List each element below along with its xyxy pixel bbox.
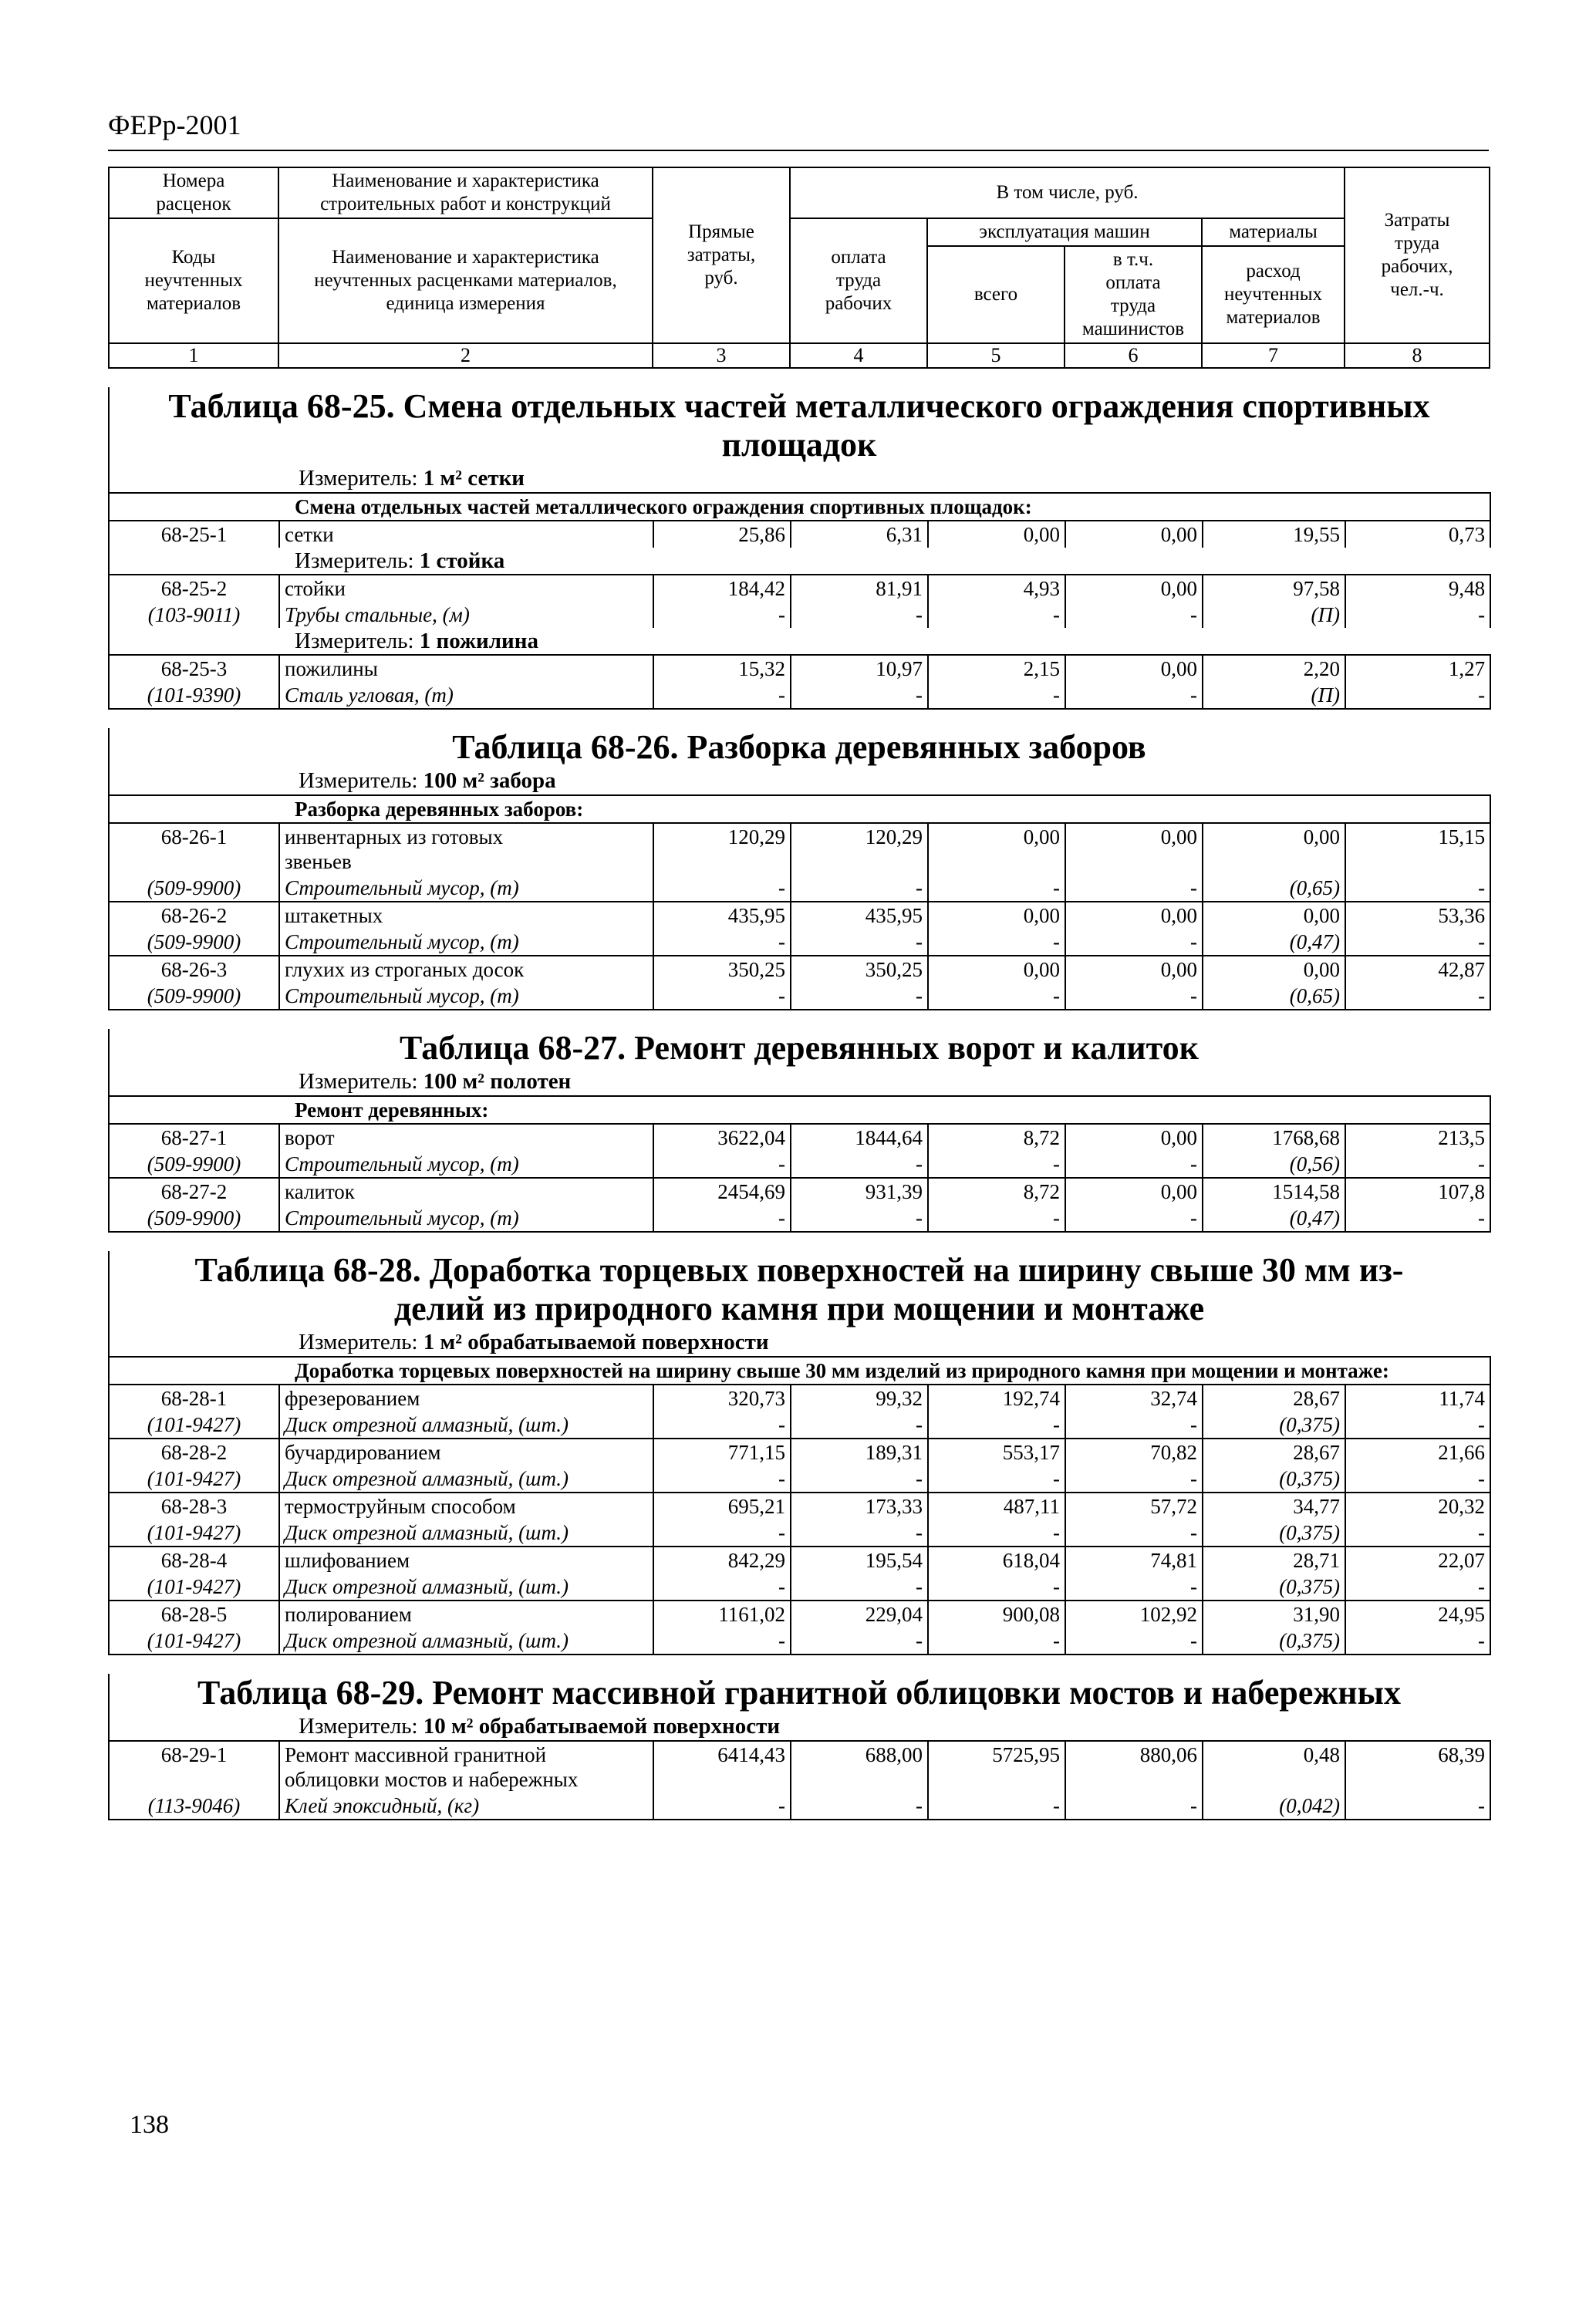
material-value: (0,56) [1203, 1151, 1345, 1178]
work-name: глухих из строганых досок [279, 956, 653, 983]
rate-value: 68,39 [1345, 1741, 1490, 1793]
rate-value: 4,93 [928, 575, 1065, 602]
col-num-3: 3 [653, 343, 790, 368]
material-value: - [928, 875, 1065, 902]
material-name: Диск отрезной алмазный, (шт.) [279, 1628, 653, 1655]
document-sheet [108, 108, 1489, 1820]
material-value: - [791, 1412, 928, 1439]
rate-row [110, 1178, 1490, 1205]
material-value: - [1345, 682, 1490, 709]
rate-code: 68-26-2 [110, 902, 279, 929]
material-value: - [1065, 602, 1203, 628]
material-value: - [791, 875, 928, 902]
rate-value: 8,72 [928, 1124, 1065, 1151]
rate-table-section [108, 1674, 1489, 1820]
rate-value: 880,06 [1065, 1741, 1203, 1793]
material-row [110, 983, 1490, 1010]
material-value: (0,375) [1203, 1520, 1345, 1547]
rate-value: 53,36 [1345, 902, 1490, 929]
material-value: - [653, 1793, 791, 1820]
material-value: - [928, 1520, 1065, 1547]
rate-value: 21,66 [1345, 1439, 1490, 1466]
rate-value: 120,29 [791, 823, 928, 875]
rate-value: 213,5 [1345, 1124, 1490, 1151]
header-machines-total: всего [927, 246, 1065, 343]
rate-value: 0,00 [1065, 823, 1203, 875]
row-measure: Измеритель: 1 пожилина [295, 629, 538, 653]
material-value: - [791, 1628, 928, 1655]
work-name: сетки [279, 521, 653, 548]
material-value: - [928, 682, 1065, 709]
rate-table-section [108, 387, 1489, 710]
rate-row [110, 1547, 1490, 1574]
rate-code: 68-26-3 [110, 956, 279, 983]
col-num-7: 7 [1202, 343, 1345, 368]
rate-value: 0,00 [1065, 575, 1203, 602]
rate-value: 6414,43 [653, 1741, 791, 1793]
rate-value: 0,00 [928, 823, 1065, 875]
material-value: - [791, 1520, 928, 1547]
material-value: - [928, 1466, 1065, 1493]
col-num-4: 4 [790, 343, 927, 368]
material-value: - [653, 602, 791, 628]
rate-code: 68-28-4 [110, 1547, 279, 1574]
rate-value: 0,00 [1203, 956, 1345, 983]
material-row [110, 875, 1490, 902]
material-value: - [1065, 1520, 1203, 1547]
rate-value: 0,48 [1203, 1741, 1345, 1793]
material-row [110, 1628, 1490, 1655]
rate-value: 28,67 [1203, 1439, 1345, 1466]
rate-value: 0,00 [1065, 521, 1203, 548]
material-value: (0,375) [1203, 1628, 1345, 1655]
header-machinist-wages: в т.ч. оплата труда машинистов [1065, 246, 1202, 343]
material-value: - [653, 1520, 791, 1547]
material-value: - [928, 1205, 1065, 1232]
material-row [110, 682, 1490, 709]
material-value: - [1065, 875, 1203, 902]
rate-value: 618,04 [928, 1547, 1065, 1574]
table-group-heading: Смена отдельных частей металлического ограждения спортивных площадок: [110, 493, 1490, 521]
rate-value: 11,74 [1345, 1385, 1490, 1412]
table-group-heading: Доработка торцевых поверхностей на ширину свыше 30 мм изделий из природного камня при мощении и монтаже: [110, 1357, 1490, 1385]
material-code: (101-9427) [110, 1628, 279, 1655]
material-row [110, 1151, 1490, 1178]
material-value: - [653, 983, 791, 1010]
material-value: - [1065, 1466, 1203, 1493]
header-names-top: Наименование и характеристика строительных работ и конструкций [278, 167, 653, 218]
rate-value: 435,95 [653, 902, 791, 929]
rate-value: 688,00 [791, 1741, 928, 1793]
material-value: - [928, 1574, 1065, 1601]
material-value: - [791, 929, 928, 956]
rate-tables [108, 387, 1489, 1820]
table-title: Таблица 68-25. Смена отдельных частей металлического ограждения спортивных площадок [168, 387, 1430, 464]
material-value: - [1065, 1205, 1203, 1232]
material-value: - [653, 1205, 791, 1232]
work-name: бучардированием [279, 1439, 653, 1466]
rate-value: 0,00 [1203, 902, 1345, 929]
col-num-8: 8 [1345, 343, 1490, 368]
table-title: Таблица 68-29. Ремонт массивной гранитной облицовки мостов и набережных [197, 1674, 1401, 1712]
rate-value: 6,31 [791, 521, 928, 548]
rate-value: 2,15 [928, 655, 1065, 682]
rate-value: 1514,58 [1203, 1178, 1345, 1205]
rate-value: 195,54 [791, 1547, 928, 1574]
material-value: - [928, 1793, 1065, 1820]
material-value: (0,47) [1203, 929, 1345, 956]
rate-code: 68-27-2 [110, 1178, 279, 1205]
rate-value: 120,29 [653, 823, 791, 875]
material-value: - [653, 875, 791, 902]
material-value: - [653, 1412, 791, 1439]
rate-value: 0,00 [1065, 902, 1203, 929]
rate-value: 192,74 [928, 1385, 1065, 1412]
material-value: - [928, 1412, 1065, 1439]
material-row [110, 1205, 1490, 1232]
material-value: - [1345, 875, 1490, 902]
material-code: (509-9900) [147, 876, 241, 899]
material-value: - [928, 1151, 1065, 1178]
material-name: Строительный мусор, (т) [279, 983, 653, 1010]
header-material-consumption: расход неучтенных материалов [1202, 246, 1345, 343]
material-row [110, 1520, 1490, 1547]
rate-value: 184,42 [653, 575, 791, 602]
rate-value: 771,15 [653, 1439, 791, 1466]
header-in-total: В том числе, руб. [790, 167, 1345, 218]
header-names-bottom: Наименование и характеристика неучтенных расценками материалов, единица измерения [278, 218, 653, 343]
material-value: - [1345, 929, 1490, 956]
table-measure: Измеритель: 100 м² забора [299, 768, 556, 793]
material-value: - [1065, 1628, 1203, 1655]
rate-value: 22,07 [1345, 1547, 1490, 1574]
rate-value: 2454,69 [653, 1178, 791, 1205]
material-value: - [791, 983, 928, 1010]
rate-value: 81,91 [791, 575, 928, 602]
rate-value: 97,58 [1203, 575, 1345, 602]
material-name: Трубы стальные, (м) [279, 602, 653, 628]
rate-table-section [108, 1029, 1489, 1233]
rate-code: 68-28-1 [160, 1387, 228, 1410]
table-title: Таблица 68-27. Ремонт деревянных ворот и калиток [399, 1029, 1200, 1067]
material-value: (П) [1203, 682, 1345, 709]
material-value: - [791, 1151, 928, 1178]
header-labor: Затраты труда рабочих, чел.-ч. [1345, 167, 1490, 343]
rate-value: 350,25 [791, 956, 928, 983]
header-codes-bottom: Коды неучтенных материалов [109, 218, 278, 343]
material-row [110, 929, 1490, 956]
rate-value: 350,25 [653, 956, 791, 983]
material-code: (509-9900) [110, 1205, 279, 1232]
rate-row [110, 1124, 1490, 1151]
rate-code: 68-29-1 [110, 1741, 279, 1793]
rate-value: 25,86 [653, 521, 791, 548]
material-value: - [1345, 983, 1490, 1010]
rate-code: 68-27-1 [160, 1126, 228, 1149]
material-value: - [653, 682, 791, 709]
rate-code: 68-28-5 [110, 1601, 279, 1628]
material-name: Строительный мусор, (т) [279, 1205, 653, 1232]
rate-table [110, 794, 1491, 1010]
material-name: Строительный мусор, (т) [279, 875, 653, 902]
table-measure: Измеритель: 1 м² обрабатываемой поверхности [299, 1330, 769, 1354]
col-num-5: 5 [927, 343, 1065, 368]
rate-row [110, 1385, 1490, 1412]
material-value: - [1345, 602, 1490, 628]
material-value: (0,375) [1203, 1412, 1345, 1439]
rate-value: 20,32 [1345, 1493, 1490, 1520]
rate-value: 15,15 [1345, 823, 1490, 875]
rate-code: 68-26-1 [160, 825, 228, 848]
material-row [110, 602, 1490, 628]
rate-row [110, 1601, 1490, 1628]
material-code: (101-9427) [147, 1467, 241, 1490]
rate-value: 102,92 [1065, 1601, 1203, 1628]
rate-value: 0,00 [1065, 655, 1203, 682]
material-name: Сталь угловая, (т) [279, 682, 653, 709]
material-name: Диск отрезной алмазный, (шт.) [279, 1412, 653, 1439]
rate-value: 10,97 [791, 655, 928, 682]
header-codes-top: Номера расценок [109, 167, 278, 218]
rate-value: 2,20 [1203, 655, 1345, 682]
rate-value: 9,48 [1345, 575, 1490, 602]
material-name: Клей эпоксидный, (кг) [279, 1793, 653, 1820]
material-name: Диск отрезной алмазный, (шт.) [279, 1520, 653, 1547]
material-value: - [791, 1205, 928, 1232]
rate-code: 68-25-1 [160, 523, 228, 546]
material-code: (509-9900) [110, 983, 279, 1010]
rate-value: 42,87 [1345, 956, 1490, 983]
table-group-heading: Ремонт деревянных: [110, 1096, 1490, 1124]
rate-value: 28,67 [1203, 1385, 1345, 1412]
work-name: стойки [279, 575, 653, 602]
rate-row [110, 1439, 1490, 1466]
material-code: (509-9900) [147, 930, 241, 953]
rate-value: 0,73 [1345, 521, 1490, 548]
rate-row [110, 575, 1490, 602]
table-group-heading: Разборка деревянных заборов: [110, 795, 1490, 823]
material-value: - [1065, 929, 1203, 956]
material-value: - [653, 1466, 791, 1493]
rate-row [110, 521, 1490, 548]
rate-code: 68-28-2 [110, 1439, 279, 1466]
rate-table-section [108, 1251, 1489, 1655]
work-name: штакетных [279, 902, 653, 929]
work-name: фрезерованием [279, 1385, 653, 1412]
work-name: Ремонт массивной гранитной облицовки мостов и набережных [279, 1741, 653, 1793]
header-wages: оплата труда рабочих [790, 218, 927, 343]
material-value: - [791, 602, 928, 628]
rate-value: 31,90 [1203, 1601, 1345, 1628]
rate-value: 99,32 [791, 1385, 928, 1412]
material-value: - [791, 1574, 928, 1601]
rate-value: 553,17 [928, 1439, 1065, 1466]
rate-row [110, 1493, 1490, 1520]
material-value: - [1345, 1205, 1490, 1232]
work-name: ворот [279, 1124, 653, 1151]
rate-table [110, 1095, 1491, 1233]
rate-value: 0,00 [928, 956, 1065, 983]
material-value: - [928, 929, 1065, 956]
material-value: - [653, 1628, 791, 1655]
header-materials: материалы [1202, 218, 1345, 246]
col-num-1: 1 [109, 343, 278, 368]
material-value: (0,042) [1203, 1793, 1345, 1820]
rate-value: 57,72 [1065, 1493, 1203, 1520]
material-value: - [1065, 1793, 1203, 1820]
rate-value: 8,72 [928, 1178, 1065, 1205]
rate-value: 229,04 [791, 1601, 928, 1628]
rate-value: 931,39 [791, 1178, 928, 1205]
rate-value: 0,00 [1203, 823, 1345, 875]
rate-value: 435,95 [791, 902, 928, 929]
table-measure: Измеритель: 10 м² обрабатываемой поверхности [299, 1714, 781, 1739]
rate-value: 900,08 [928, 1601, 1065, 1628]
material-value: - [1345, 1412, 1490, 1439]
document-id: ФЕРр-2001 [108, 110, 241, 140]
rate-row [110, 823, 1490, 875]
work-name: полированием [279, 1601, 653, 1628]
col-num-6: 6 [1065, 343, 1202, 368]
material-code: (101-9427) [147, 1521, 241, 1544]
material-name: Диск отрезной алмазный, (шт.) [279, 1574, 653, 1601]
rate-value: 189,31 [791, 1439, 928, 1466]
material-row [110, 1574, 1490, 1601]
rate-value: 173,33 [791, 1493, 928, 1520]
material-name: Строительный мусор, (т) [279, 929, 653, 956]
rate-row [110, 902, 1490, 929]
material-value: - [1345, 1574, 1490, 1601]
material-value: - [1065, 1151, 1203, 1178]
rate-value: 1,27 [1345, 655, 1490, 682]
material-value: - [1065, 1412, 1203, 1439]
material-value: - [1345, 1151, 1490, 1178]
header-machines: эксплуатация машин [927, 218, 1202, 246]
rate-value: 695,21 [653, 1493, 791, 1520]
material-name: Диск отрезной алмазный, (шт.) [279, 1466, 653, 1493]
material-code: (509-9900) [147, 1152, 241, 1176]
header-direct-costs: Прямые затраты, руб. [653, 167, 790, 343]
material-value: - [1345, 1466, 1490, 1493]
material-value: (0,375) [1203, 1574, 1345, 1601]
rate-table [110, 492, 1491, 710]
material-value: - [791, 1466, 928, 1493]
rate-value: 15,32 [653, 655, 791, 682]
rate-value: 0,00 [1065, 1124, 1203, 1151]
work-name: шлифованием [279, 1547, 653, 1574]
material-name: Строительный мусор, (т) [279, 1151, 653, 1178]
material-code: (103-9011) [147, 603, 241, 626]
rate-value: 32,74 [1065, 1385, 1203, 1412]
material-code: (101-9427) [147, 1575, 241, 1598]
table-title: Таблица 68-28. Доработка торцевых поверхностей на ширину свыше 30 мм из-делий из природного камня при мощении и монтаже [194, 1251, 1404, 1327]
rate-value: 1768,68 [1203, 1124, 1345, 1151]
table-measure: Измеритель: 100 м² полотен [299, 1069, 572, 1094]
rate-value: 0,00 [928, 902, 1065, 929]
work-name: инвентарных из готовых звеньев [279, 823, 653, 875]
material-value: (0,65) [1203, 983, 1345, 1010]
material-value: - [653, 1574, 791, 1601]
rate-code: 68-28-3 [110, 1493, 279, 1520]
rate-table-section [108, 728, 1489, 1010]
material-row [110, 1412, 1490, 1439]
material-value: - [791, 1793, 928, 1820]
material-value: - [653, 1151, 791, 1178]
material-value: (0,47) [1203, 1205, 1345, 1232]
material-row [110, 1466, 1490, 1493]
rate-table [110, 1740, 1491, 1820]
col-num-2: 2 [278, 343, 653, 368]
material-value: - [928, 1628, 1065, 1655]
rate-value: 1161,02 [653, 1601, 791, 1628]
rate-value: 0,00 [1065, 1178, 1203, 1205]
page-number: 138 [130, 2110, 169, 2139]
material-value: (0,65) [1203, 875, 1345, 902]
rate-value: 5725,95 [928, 1741, 1065, 1793]
work-name: пожилины [279, 655, 653, 682]
rate-value: 0,00 [928, 521, 1065, 548]
material-value: - [928, 602, 1065, 628]
rate-value: 74,81 [1065, 1547, 1203, 1574]
material-value: - [1345, 1793, 1490, 1820]
rate-value: 19,55 [1203, 521, 1345, 548]
rate-value: 320,73 [653, 1385, 791, 1412]
rate-code: 68-25-3 [110, 655, 279, 682]
material-code: (101-9427) [147, 1413, 241, 1436]
material-value: - [928, 983, 1065, 1010]
rate-code: 68-25-2 [110, 575, 279, 602]
header-rule [108, 150, 1489, 151]
rate-row [110, 1741, 1490, 1793]
work-name: калиток [279, 1178, 653, 1205]
material-value: - [1345, 1520, 1490, 1547]
table-title: Таблица 68-26. Разборка деревянных заборов [452, 728, 1146, 766]
material-row [110, 1793, 1490, 1820]
rate-table [110, 1356, 1491, 1655]
rate-value: 1844,64 [791, 1124, 928, 1151]
material-code: (113-9046) [110, 1793, 279, 1820]
rate-value: 24,95 [1345, 1601, 1490, 1628]
rate-row [110, 956, 1490, 983]
rate-value: 34,77 [1203, 1493, 1345, 1520]
material-value: (0,375) [1203, 1466, 1345, 1493]
material-value: - [1065, 1574, 1203, 1601]
column-header-table [108, 167, 1490, 369]
rate-value: 107,8 [1345, 1178, 1490, 1205]
rate-value: 3622,04 [653, 1124, 791, 1151]
rate-value: 0,00 [1065, 956, 1203, 983]
work-name: термоструйным способом [279, 1493, 653, 1520]
material-value: - [791, 682, 928, 709]
material-value: (П) [1203, 602, 1345, 628]
material-value: - [653, 929, 791, 956]
material-value: - [1065, 983, 1203, 1010]
material-value: - [1065, 682, 1203, 709]
material-code: (101-9390) [110, 682, 279, 709]
rate-value: 70,82 [1065, 1439, 1203, 1466]
material-value: - [1345, 1628, 1490, 1655]
rate-value: 28,71 [1203, 1547, 1345, 1574]
table-measure: Измеритель: 1 м² сетки [299, 466, 525, 491]
rate-value: 487,11 [928, 1493, 1065, 1520]
row-measure: Измеритель: 1 стойка [295, 548, 505, 573]
rate-value: 842,29 [653, 1547, 791, 1574]
rate-row [110, 655, 1490, 682]
